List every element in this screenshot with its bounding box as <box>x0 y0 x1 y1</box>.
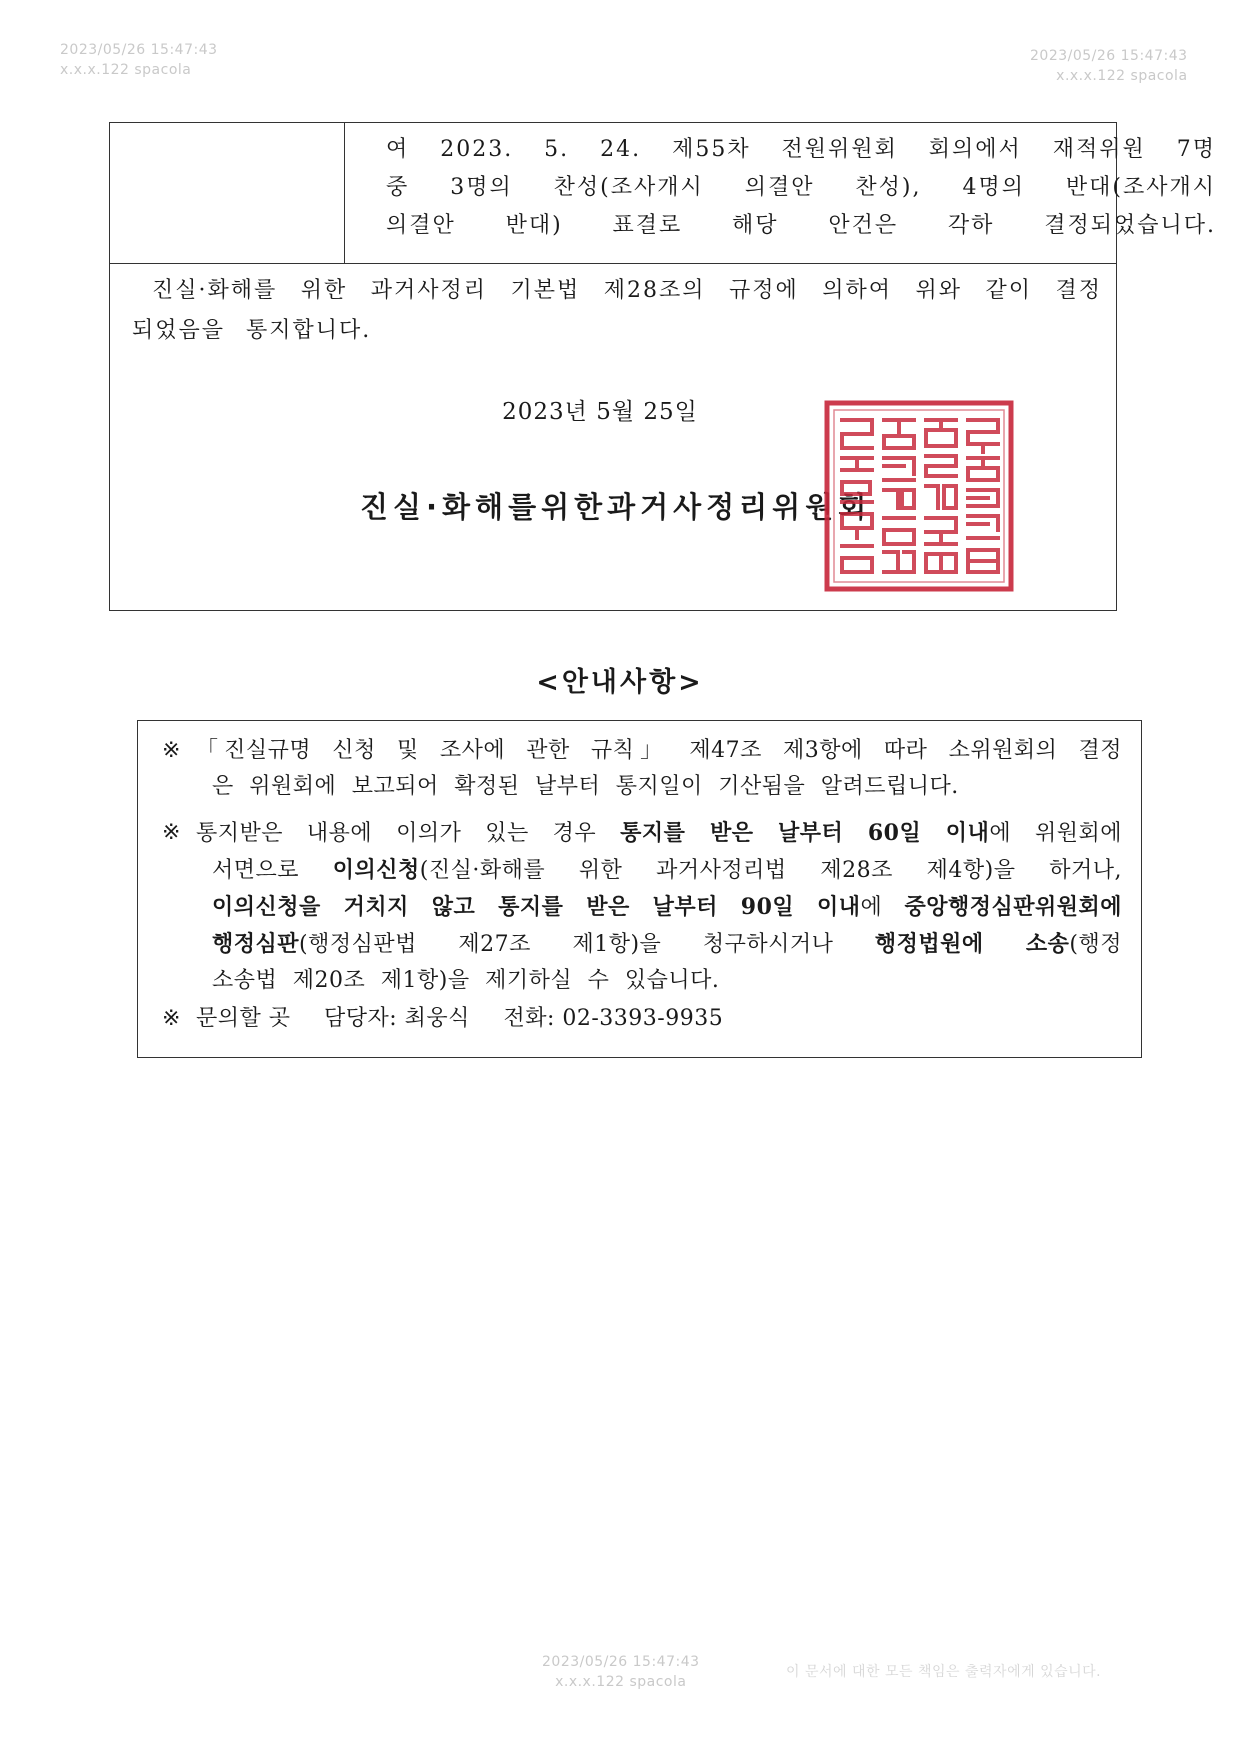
watermark-timestamp: 2023/05/26 15:47:43 <box>60 42 218 58</box>
note-text: 서면으로 <box>212 858 333 883</box>
decision-label-cell <box>110 123 345 263</box>
contact-info <box>162 1001 1122 1037</box>
notice-line: 되었음을 통지합니다. <box>132 318 372 343</box>
result-line: 의결안 반대) 표결로 해당 안건은 각하 결정되었습니다. <box>386 213 1216 238</box>
watermark-top-right <box>1030 46 1188 86</box>
info-title: <안내사항> <box>536 667 704 698</box>
decision-result-text <box>386 131 1216 245</box>
info-note <box>162 733 1122 805</box>
result-line: 여 2023. 5. 24. 제55차 전원위원회 회의에서 재적위원 7명 <box>386 137 1216 162</box>
watermark-bottom-center <box>542 1652 700 1692</box>
organization-name: 진실·화해를위한과거사정리위원회 <box>360 490 872 524</box>
contact-phone: 전화: 02-3393-9935 <box>503 1006 724 1031</box>
result-line: 중 3명의 찬성(조사개시 의결안 찬성), 4명의 반대(조사개시 <box>386 175 1216 200</box>
note-text: (진실·화해를 위한 과거사정리법 제28조 제4항)을 하거나, <box>419 858 1122 883</box>
notice-line: 진실·화해를 위한 과거사정리 기본법 제28조의 규정에 의하여 위와 같이 결정 <box>152 278 1102 303</box>
decision-result-row <box>110 123 1216 264</box>
watermark-user: x.x.x.122 spacola <box>60 62 192 78</box>
note-line: 소송법 제20조 제1항)을 제기하실 수 있습니다. <box>212 968 720 993</box>
note-text: 에 <box>860 895 905 920</box>
official-seal <box>824 400 1014 592</box>
contact-label: 문의할 곳 <box>196 1006 291 1031</box>
note-line: 은 위원회에 보고되어 확정된 날부터 통지일이 기산됨을 알려드립니다. <box>212 774 959 799</box>
note-text: (행정 <box>1069 932 1122 957</box>
info-note <box>162 815 1122 999</box>
note-text-bold: 통지를 받은 날부터 60일 이내 <box>620 820 990 846</box>
notice-date: 2023년 5월 25일 <box>502 399 698 425</box>
note-text: 통지받은 내용에 이의가 있는 경우 <box>196 821 621 846</box>
reference-mark: ※ <box>162 820 181 845</box>
note-text-bold: 이의신청을 거치지 않고 통지를 받은 날부터 90일 이내 <box>212 894 861 920</box>
watermark-print-notice: 이 문서에 대한 모든 책임은 출력자에게 있습니다. <box>786 1664 1102 1680</box>
note-line: 「진실규명 신청 및 조사에 관한 규칙」 제47조 제3항에 따라 소위원회의 결정 <box>196 738 1122 763</box>
watermark-timestamp: 2023/05/26 15:47:43 <box>1030 48 1188 64</box>
contact-person: 담당자: 최웅식 <box>324 1006 470 1031</box>
note-text-bold: 중앙행정심판위원회에 <box>904 894 1122 920</box>
info-box <box>137 720 1142 1058</box>
watermark-timestamp: 2023/05/26 15:47:43 <box>542 1654 700 1670</box>
note-text-bold: 이의신청 <box>332 857 420 883</box>
watermark-user: x.x.x.122 spacola <box>1056 68 1188 84</box>
note-text-bold: 행정심판 <box>212 931 300 957</box>
watermark-user: x.x.x.122 spacola <box>555 1674 687 1690</box>
note-text: (행정심판법 제27조 제1항)을 청구하시거나 <box>299 932 875 957</box>
note-text: 에 위원회에 <box>989 821 1123 846</box>
notice-paragraph <box>132 271 1102 351</box>
note-text-bold: 행정법원에 소송 <box>874 931 1070 957</box>
reference-mark: ※ <box>162 738 181 763</box>
reference-mark: ※ <box>162 1006 181 1031</box>
watermark-top-left <box>60 40 218 80</box>
